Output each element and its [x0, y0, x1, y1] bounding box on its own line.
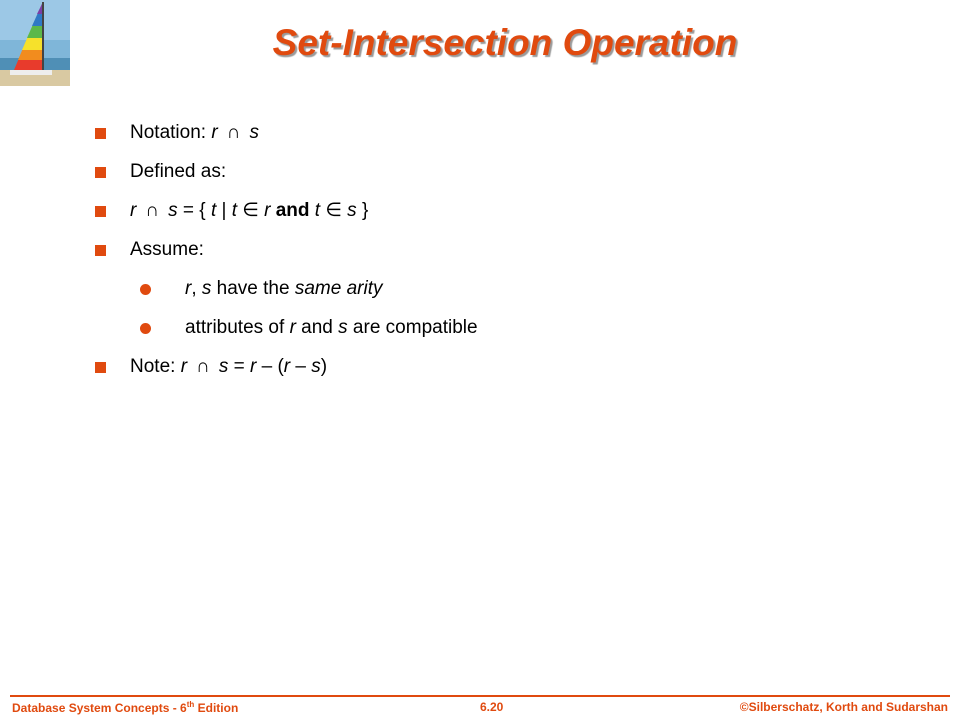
sub-bullet-item: [94, 274, 914, 313]
bullet-text: attributes of r and s are compatible: [185, 317, 478, 338]
bullet-text: r, s have the same arity: [185, 278, 383, 299]
circle-bullet-icon: [140, 323, 151, 334]
square-bullet-icon: [95, 206, 106, 217]
square-bullet-icon: [95, 245, 106, 256]
footer-book-title: Database System Concepts - 6th Edition: [12, 700, 239, 715]
footer-divider: [10, 695, 950, 697]
footer-copyright: ©Silberschatz, Korth and Sudarshan: [739, 700, 948, 714]
square-bullet-icon: [95, 362, 106, 373]
bullet-item: [94, 352, 914, 391]
footer: [0, 695, 960, 720]
bullet-list: [94, 118, 914, 391]
bullet-item: [94, 196, 914, 235]
bullet-text: Notation: r ∩ s: [130, 122, 259, 143]
bullet-item: [94, 235, 914, 274]
footer-page-number: 6.20: [480, 700, 504, 714]
bullet-text: Note: r ∩ s = r – (r – s): [130, 356, 328, 377]
bullet-text: Assume:: [130, 239, 204, 260]
sub-bullet-item: [94, 313, 914, 352]
slide-title: Set-Intersection Operation: [272, 22, 738, 63]
bullet-item: [94, 118, 914, 157]
square-bullet-icon: [95, 128, 106, 139]
circle-bullet-icon: [140, 284, 151, 295]
bullet-text: r ∩ s = { t | t ∈ r and t ∈ s }: [130, 200, 369, 221]
bullet-text: Defined as:: [130, 161, 227, 182]
bullet-item: [94, 157, 914, 196]
square-bullet-icon: [95, 167, 106, 178]
